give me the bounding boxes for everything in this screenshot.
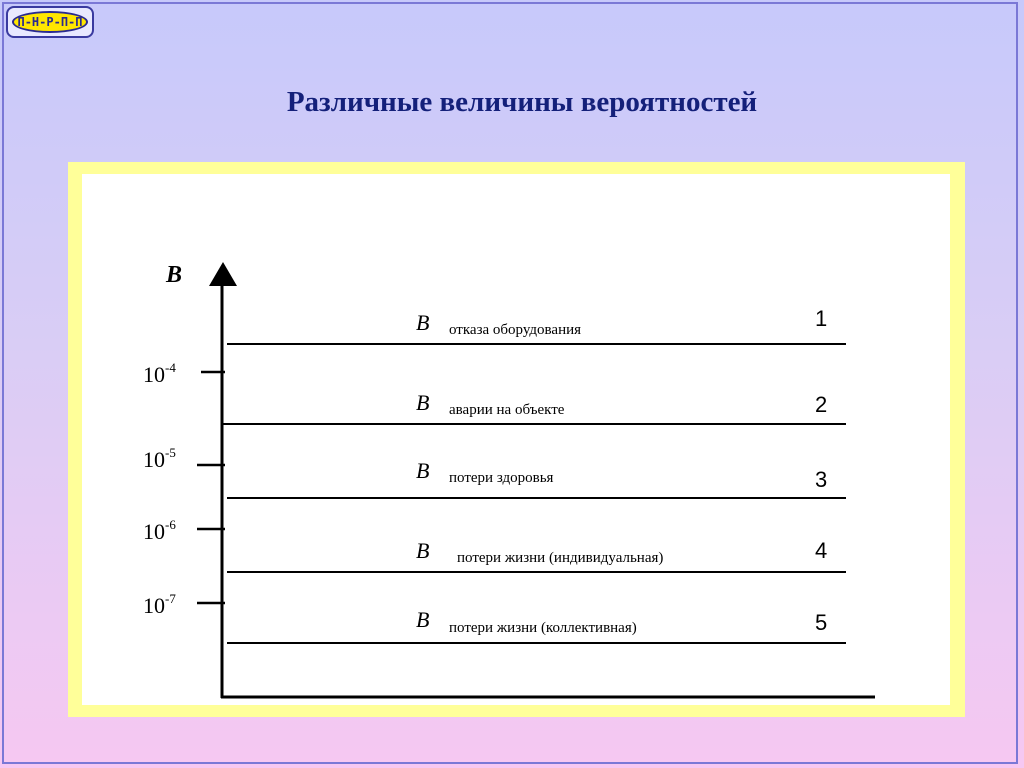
level-symbol: B — [416, 390, 430, 415]
tick-label: $10^{-7}$ — [143, 591, 176, 618]
y-axis-arrow-icon — [209, 262, 237, 286]
tick-label: $10^{-6}$ — [143, 517, 176, 544]
level-label: потери жизни (индивидуальная) — [457, 550, 664, 566]
level-symbol: B — [416, 538, 430, 563]
level-symbol: B — [416, 458, 430, 483]
y-axis-label: B — [166, 262, 183, 288]
level-number: 3 — [815, 467, 828, 492]
logo-badge: П-Н-Р-П-П — [12, 11, 88, 33]
level-label: аварии на объекте — [449, 402, 565, 418]
level-symbol: B — [416, 310, 430, 335]
tick-label: $10^{-5}$ — [143, 445, 176, 472]
tick-label: $10^{-4}$ — [143, 360, 176, 387]
level-symbol: B — [416, 607, 430, 632]
level-number: 2 — [815, 392, 828, 417]
level-number: 1 — [815, 306, 828, 331]
level-label: отказа оборудования — [449, 322, 582, 338]
slide-title: Различные величины вероятностей — [286, 86, 758, 118]
level-label: потери здоровья — [449, 470, 554, 486]
level-label: потери жизни (коллективная) — [449, 620, 637, 636]
level-number: 5 — [815, 610, 828, 635]
level-number: 4 — [815, 538, 828, 563]
